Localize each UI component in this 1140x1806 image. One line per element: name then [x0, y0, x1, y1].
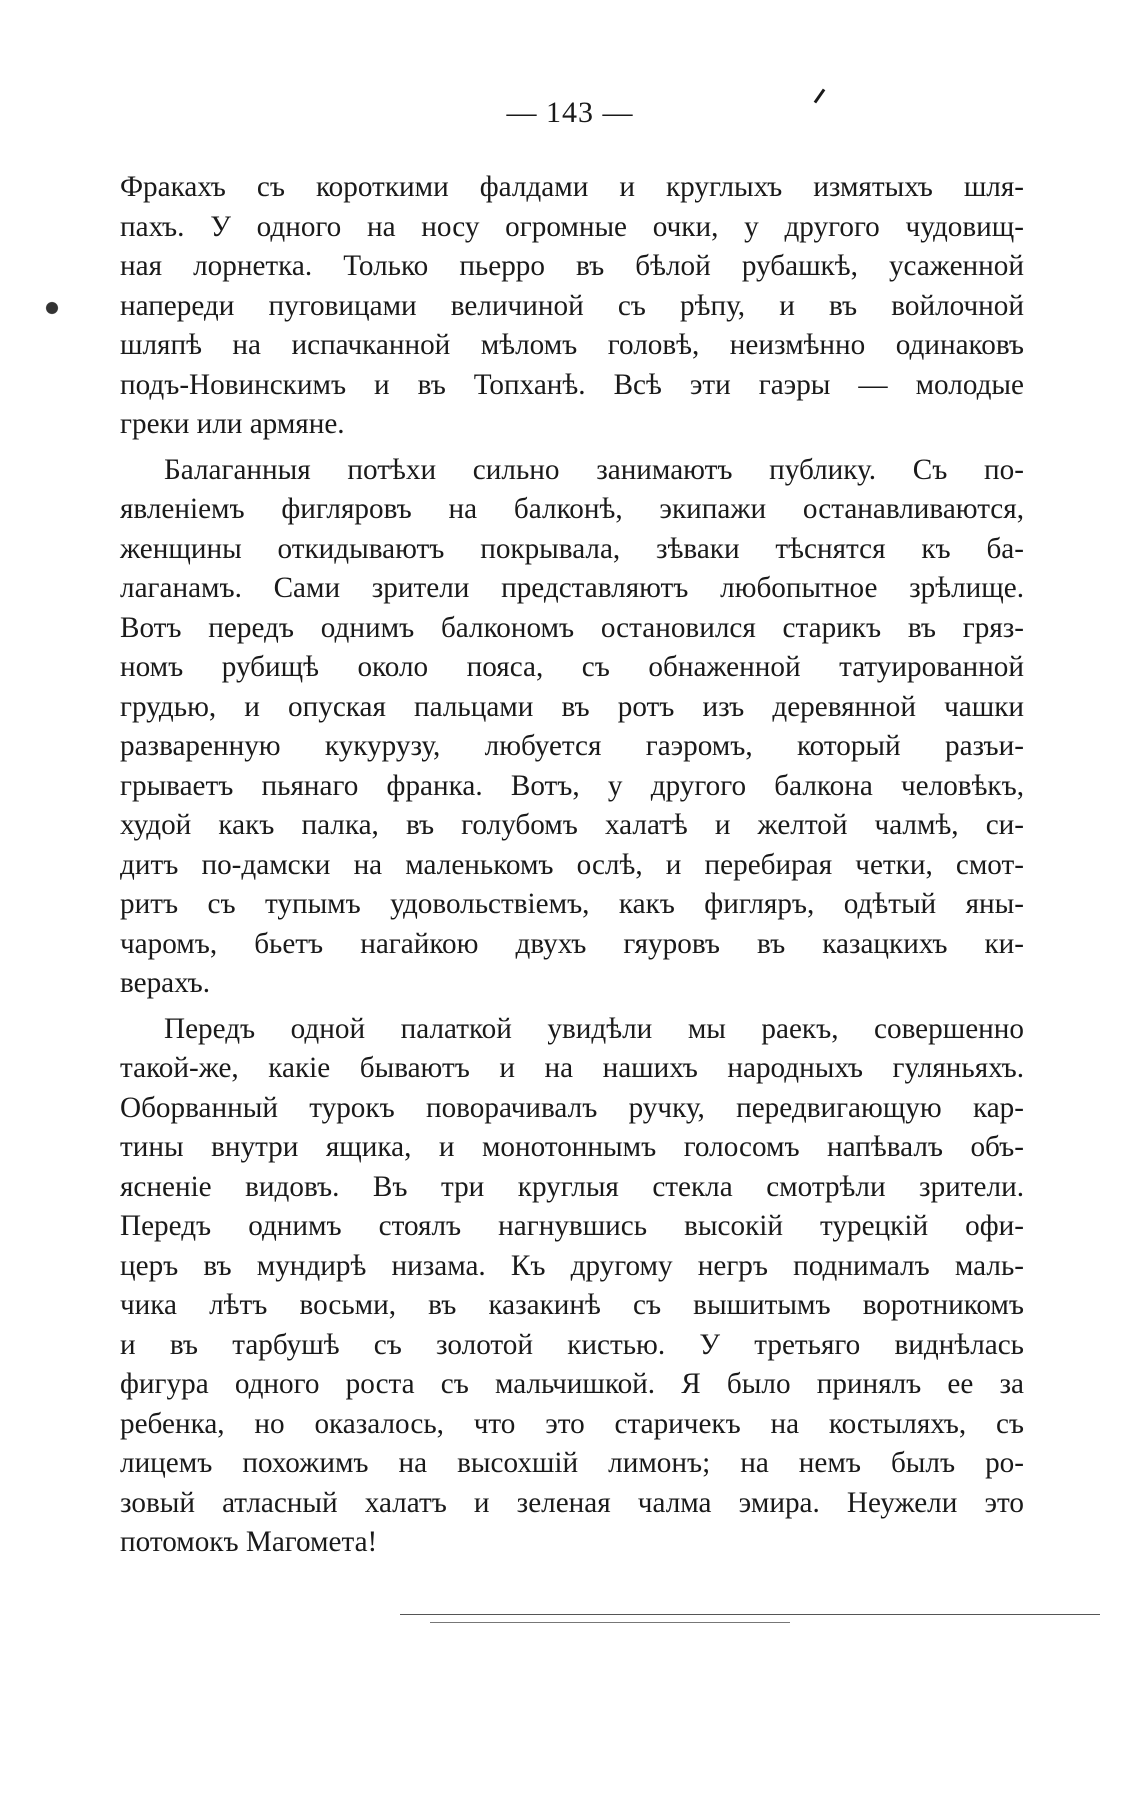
text-line: чика лѣтъ восьми, въ казакинѣ съ вышитымъ воротникомъ	[120, 1289, 1024, 1321]
text-line: ная лорнетка. Только пьерро въ бѣлой рубашкѣ, усаженной	[120, 250, 1024, 282]
text-line: церъ въ мундирѣ низама. Къ другому негръ поднималъ маль-	[120, 1249, 1024, 1282]
text-line: потомокъ Магомета!	[120, 1526, 378, 1558]
text-line: и въ тарбушѣ съ золотой кистью. У третьяго виднѣлась	[120, 1328, 1024, 1361]
text-line: Фракахъ съ короткими фалдами и круглыхъ измятыхъ шля-	[120, 171, 1024, 203]
text-line: ребенка, но оказалось, что это старичекъ на костыляхъ, съ	[120, 1407, 1024, 1440]
text-line: лаганамъ. Сами зрители представляютъ любопытное зрѣлище.	[120, 572, 1024, 604]
paragraph-3	[120, 1010, 1024, 1563]
text-line: женщины откидываютъ покрывала, зѣваки тѣснятся къ ба-	[120, 532, 1024, 565]
text-line: шляпѣ на испачканной мѣломъ головѣ, неизмѣнно одинаковъ	[120, 329, 1024, 361]
text-line: Передъ одной палаткой увидѣли мы раекъ, совершенно	[164, 1012, 1024, 1045]
body-text	[120, 168, 1024, 1563]
text-line: греки или армяне.	[120, 408, 345, 440]
text-line: явленіемъ фигляровъ на балконѣ, экипажи останавливаются,	[120, 493, 1024, 525]
end-rule	[400, 1614, 1100, 1615]
text-line: Оборванный турокъ поворачивалъ ручку, передвигающую кар-	[120, 1091, 1024, 1124]
text-line: фигура одного роста съ мальчишкой. Я было принялъ ее за	[120, 1368, 1024, 1400]
text-line: Передъ однимъ стоялъ нагнувшись высокій турецкій офи-	[120, 1210, 1024, 1242]
text-line: худой какъ палка, въ голубомъ халатѣ и желтой чалмѣ, си-	[120, 809, 1024, 841]
text-line: подъ-Новинскимъ и въ Топханѣ. Всѣ эти гаэры — молодые	[120, 368, 1024, 401]
text-line: лицемъ похожимъ на высохшій лимонъ; на немъ былъ ро-	[120, 1447, 1024, 1479]
paragraph-1	[120, 168, 1024, 445]
text-line: верахъ.	[120, 967, 210, 999]
page-number: — 143 —	[506, 96, 634, 129]
text-line: тины внутри ящика, и монотоннымъ голосомъ напѣвалъ объ-	[120, 1131, 1024, 1163]
text-line: такой-же, какіе бываютъ и на нашихъ народныхъ гуляньяхъ.	[120, 1052, 1024, 1084]
text-line: пахъ. У одного на носу огромные очки, у другого чудовищ-	[120, 210, 1024, 243]
text-line: номъ рубищѣ около пояса, съ обнаженной татуированной	[120, 651, 1024, 683]
paragraph-2	[120, 451, 1024, 1004]
text-line: ясненіе видовъ. Въ три круглыя стекла смотрѣли зрители.	[120, 1170, 1024, 1203]
text-line: грудью, и опуская пальцами въ ротъ изъ деревянной чашки	[120, 690, 1024, 723]
text-line: зовый атласный халатъ и зеленая чалма эмира. Неужели это	[120, 1486, 1024, 1519]
end-rule-secondary	[430, 1622, 790, 1623]
text-line: чаромъ, бьетъ нагайкою двухъ гяуровъ въ казацкихъ ки-	[120, 927, 1024, 960]
text-line: грываетъ пьянаго франка. Вотъ, у другого балкона человѣкъ,	[120, 769, 1024, 802]
text-line: разваренную кукурузу, любуется гаэромъ, который разъи-	[120, 730, 1024, 762]
text-line: напереди пуговицами величиной съ рѣпу, и въ войлочной	[120, 289, 1024, 322]
margin-ink-mark	[42, 298, 62, 318]
text-line: ритъ съ тупымъ удовольствіемъ, какъ фигляръ, одѣтый яны-	[120, 888, 1024, 920]
text-line: Вотъ передъ однимъ балкономъ остановился старикъ въ гряз-	[120, 611, 1024, 644]
text-line: Балаганныя потѣхи сильно занимаютъ публику. Съ по-	[164, 453, 1024, 486]
text-line: дитъ по-дамски на маленькомъ ослѣ, и перебирая четки, смот-	[120, 848, 1024, 881]
